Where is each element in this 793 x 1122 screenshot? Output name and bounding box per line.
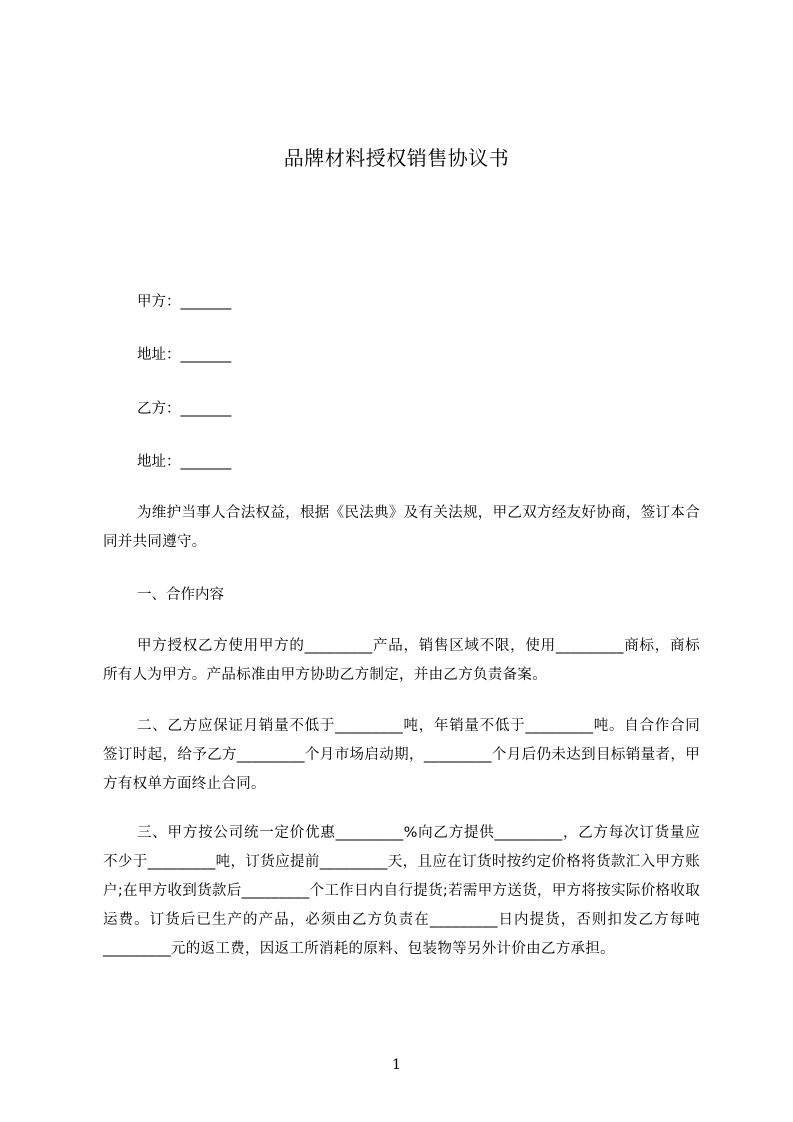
party-b-field: 乙方：_______ [137,401,232,417]
section-1-heading: 一、合作内容 [137,587,224,603]
section-3-paragraph: 三、甲方按公司统一定价优惠_________%向乙方提供_________，乙方每次订货量应不少于_________吨，订货应提前_________天，且应在订货时按约定价格将货款汇入甲方账户;在甲方收到货款后_________个工作日内自行提货;若需甲方送货，甲方将按实际价格收取运费。订货后已生产的产品，必须由乙方负责在_________日内提货，否则扣发乙方每吨_________元的返工费，因返工所消耗的原料、包装物等另外计价由乙方承担。 [103,825,700,957]
section-1-paragraph: 甲方授权乙方使用甲方的_________产品，销售区域不限，使用_________商标，商标所有人为甲方。产品标准由甲方协助乙方制定，并由乙方负责备案。 [103,638,700,683]
intro-paragraph: 为维护当事人合法权益，根据《民法典》及有关法规，甲乙双方经友好协商，签订本合同并共同遵守。 [103,505,700,550]
section-2-paragraph: 二、乙方应保证月销量不低于_________吨，年销量不低于_________吨。自合作合同签订时起，给予乙方_________个月市场启动期，_________个月后仍未达到目标销量者，甲方有权单方面终止合同。 [103,718,700,792]
page-number: 1 [392,1057,401,1073]
document-title: 品牌材料授权销售协议书 [283,146,510,170]
party-a-field: 甲方：_______ [137,294,232,310]
party-b-address-field: 地址：_______ [137,454,232,470]
party-a-address-field: 地址：_______ [137,347,232,363]
